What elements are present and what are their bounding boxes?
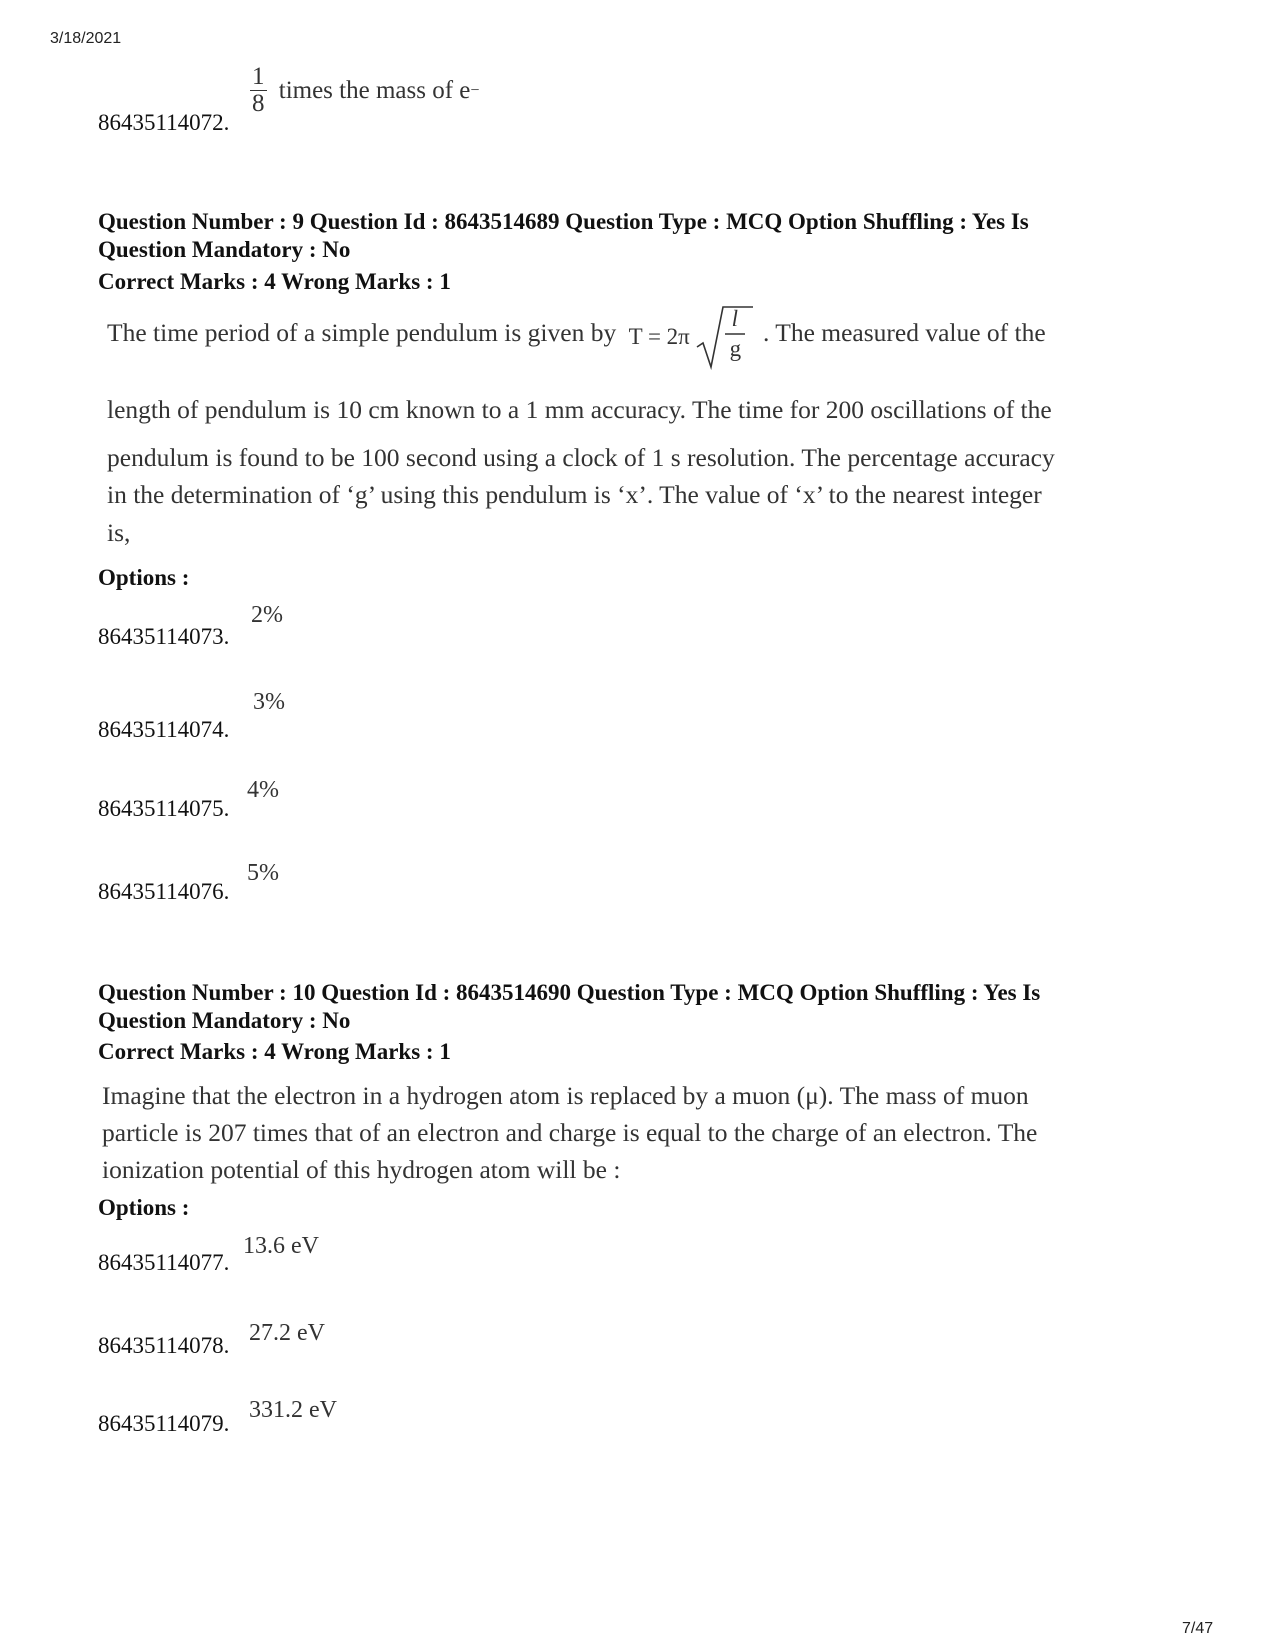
q10-option-1-id: 86435114077. <box>98 1250 230 1275</box>
q9-option-3-value: 4% <box>247 777 279 803</box>
q9-text-line2: length of pendulum is 10 cm known to a 1 mm accuracy. The time for 200 oscillations of the <box>107 395 1052 424</box>
prev-option-id: 86435114072. <box>98 110 230 135</box>
q10-options-label: Options : <box>98 1195 190 1220</box>
q9-option-1-value: 2% <box>251 602 283 628</box>
q9-option-2-id: 86435114074. <box>98 717 230 742</box>
pendulum-formula <box>628 306 757 361</box>
q9-option-1-id: 86435114073. <box>98 624 230 649</box>
q9-meta-line1: Question Number : 9 Question Id : 8643514689 Question Type : MCQ Option Shuffling : Yes Is <box>98 209 1029 234</box>
q10-option-3-value: 331.2 eV <box>249 1397 337 1423</box>
q9-text-line1 <box>107 306 1046 361</box>
q10-meta-line1: Question Number : 10 Question Id : 8643514690 Question Type : MCQ Option Shuffling : Yes Is <box>98 980 1041 1005</box>
formula-numerator: l <box>731 306 738 331</box>
q9-text-after-formula: . The measured value of the <box>762 318 1046 347</box>
q10-option-3-id: 86435114079. <box>98 1411 230 1436</box>
page-number: 7/47 <box>1182 1620 1214 1637</box>
q9-option-3-id: 86435114075. <box>98 796 230 821</box>
prev-option-value <box>250 64 479 117</box>
q10-text-line2: particle is 207 times that of an electron and charge is equal to the charge of an electron. The <box>102 1118 1038 1147</box>
q9-option-4-id: 86435114076. <box>98 879 230 904</box>
q9-text-before-formula: The time period of a simple pendulum is given by <box>107 318 617 347</box>
q9-option-4-value: 5% <box>247 860 279 886</box>
q9-options-label: Options : <box>98 565 190 590</box>
prev-option-superscript: − <box>470 82 480 99</box>
print-date: 3/18/2021 <box>50 30 122 47</box>
q9-text-line5: is, <box>107 518 131 547</box>
formula-lhs: T = 2π <box>628 324 690 349</box>
q9-meta <box>98 208 1178 264</box>
q10-meta-line2: Question Mandatory : No <box>98 1008 351 1033</box>
q9-option-2-value: 3% <box>253 689 285 715</box>
fraction-numerator: 1 <box>252 63 265 90</box>
q10-marks: Correct Marks : 4 Wrong Marks : 1 <box>98 1039 451 1064</box>
fraction <box>250 64 267 117</box>
q9-text-line4: in the determination of ‘g’ using this pendulum is ‘x’. The value of ‘x’ to the nearest integer <box>107 480 1042 509</box>
q10-option-2-id: 86435114078. <box>98 1333 230 1358</box>
q9-text-line3: pendulum is found to be 100 second using a clock of 1 s resolution. The percentage accuracy <box>107 443 1055 472</box>
q10-text-line3: ionization potential of this hydrogen atom will be : <box>102 1155 621 1184</box>
q10-text-line1: Imagine that the electron in a hydrogen atom is replaced by a muon (μ). The mass of muon <box>102 1081 1029 1110</box>
formula-denominator: g <box>729 336 742 361</box>
q10-option-2-value: 27.2 eV <box>249 1320 325 1346</box>
sqrt-sign-icon <box>695 303 755 373</box>
q10-option-1-value: 13.6 eV <box>243 1233 319 1259</box>
q9-meta-line2: Question Mandatory : No <box>98 237 351 262</box>
q9-marks: Correct Marks : 4 Wrong Marks : 1 <box>98 269 451 294</box>
q10-meta <box>98 979 1178 1035</box>
fraction-denominator: 8 <box>252 90 265 117</box>
prev-option-text: times the mass of e <box>278 76 471 104</box>
